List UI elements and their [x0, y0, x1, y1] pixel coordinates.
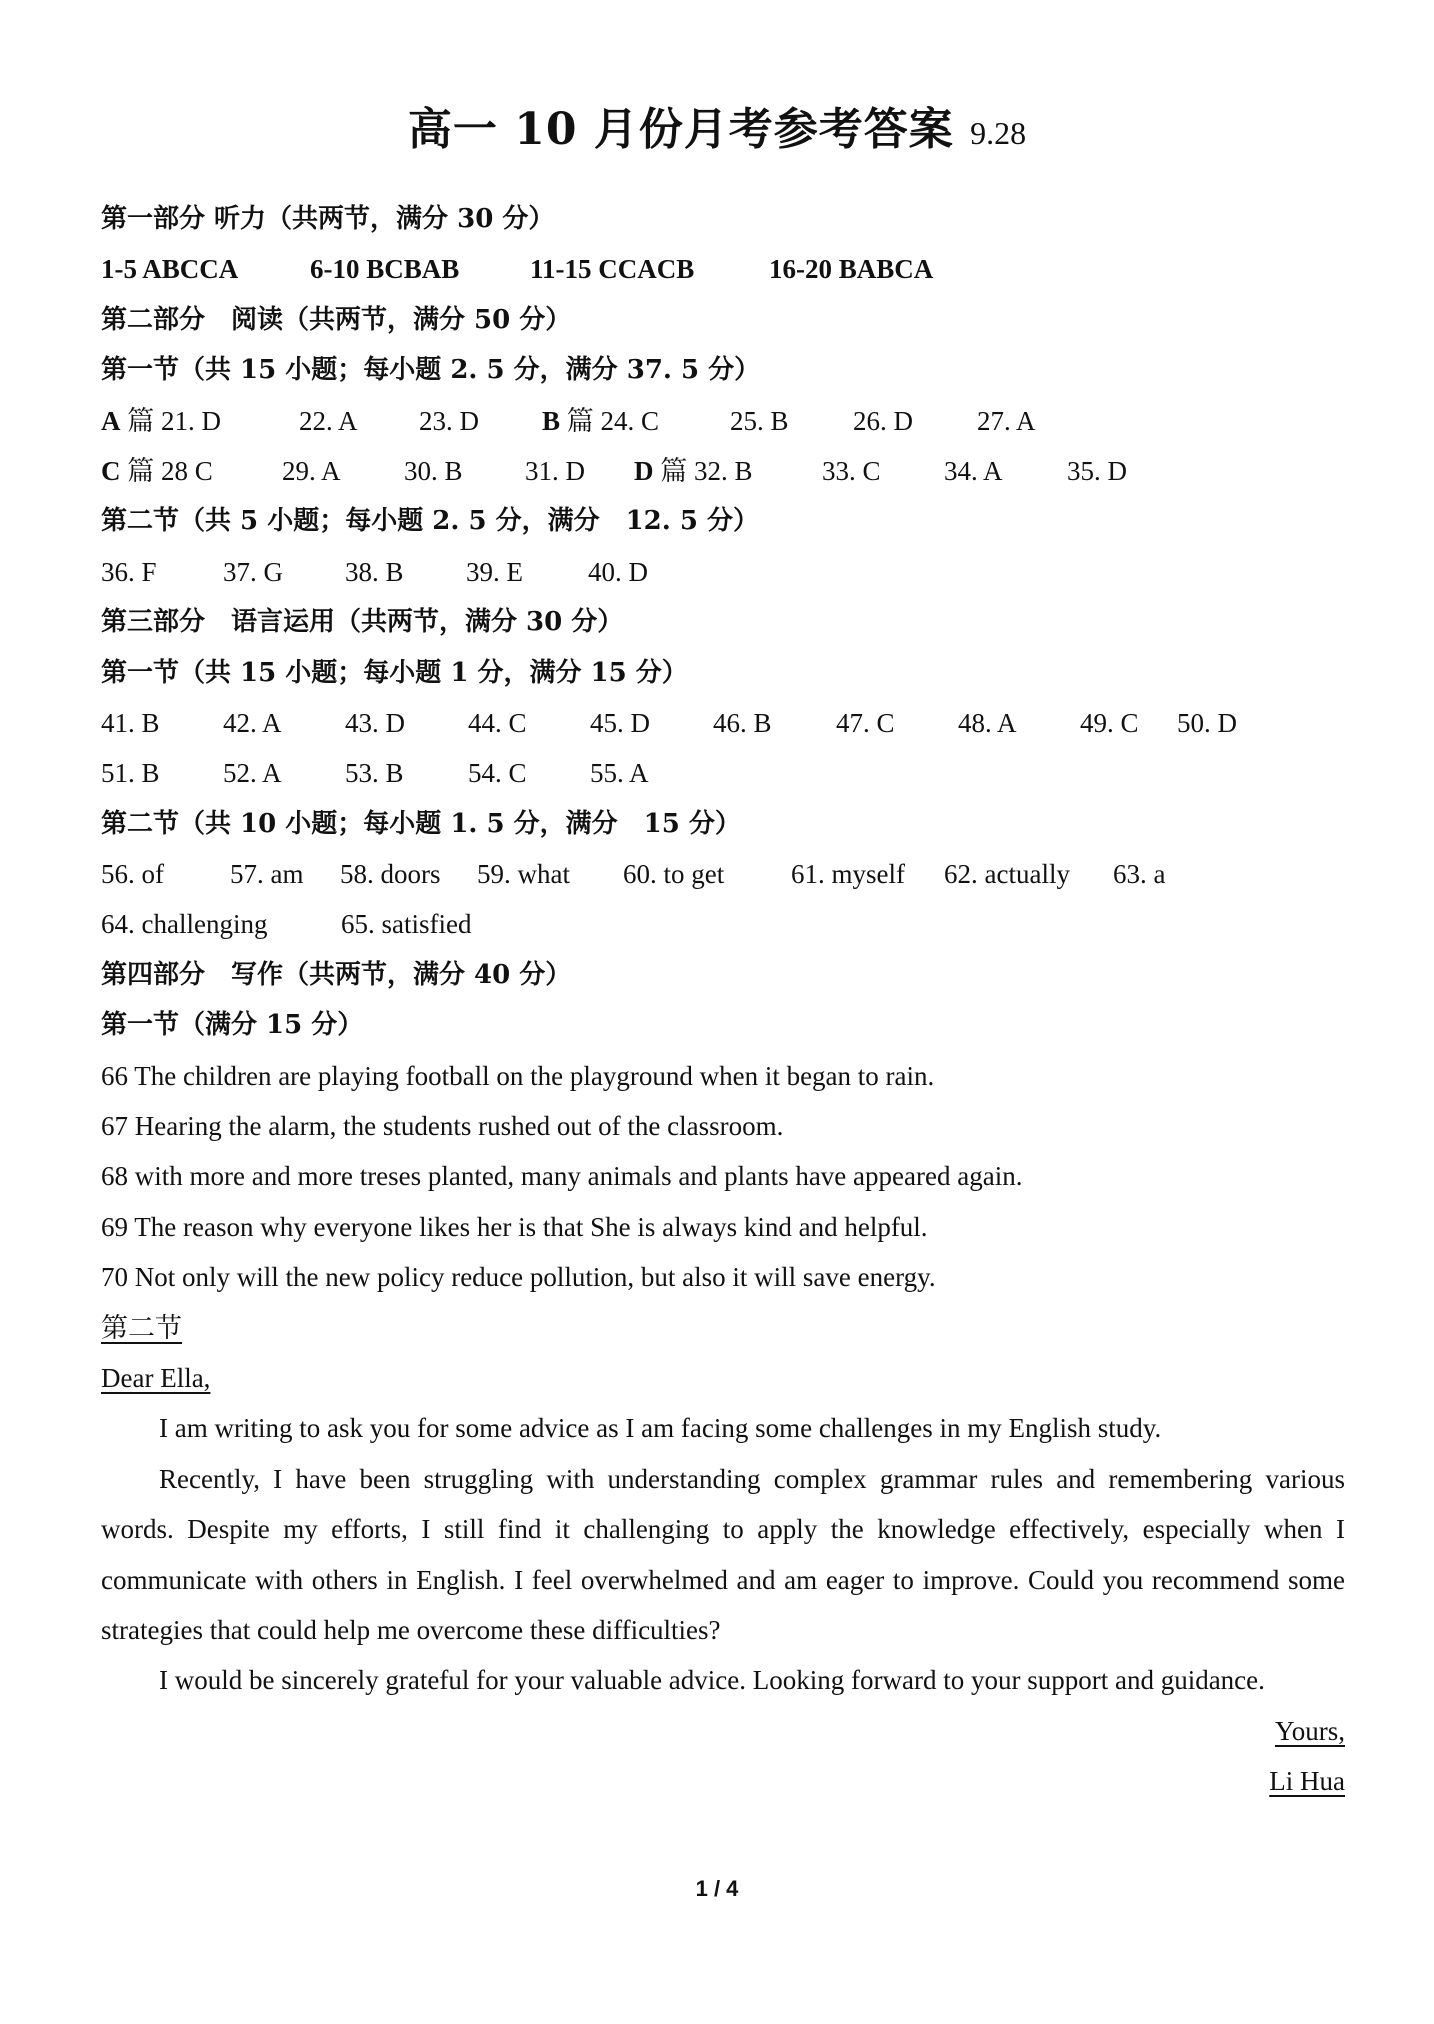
grammar-answer: 57. am [230, 859, 304, 890]
grammar-answer: 65. satisfied [341, 909, 472, 940]
listening-answer: 16-20 BABCA [769, 254, 934, 285]
letter-signature: Li Hua [1269, 1766, 1345, 1797]
letter-paragraph-2: Recently, I have been struggling with understanding complex grammar rules and remembering various words. Despite my efforts, I still find it challenging to apply the knowledge effectively, especially when I communicate with others in English. I feel overwhelmed and am eager to improve. Could you recommend some strategies that could help me overcome these difficulties? [101, 1463, 1345, 1645]
language-answer: 51. B [101, 758, 160, 789]
writing-sentence-67: 67 Hearing the alarm, the students rushed out of the classroom. [101, 1111, 784, 1142]
reading-answer: 40. D [588, 556, 648, 587]
title-main: 高一 10 月份月考参考答案 [407, 104, 954, 155]
letter-paragraph-1: I am writing to ask you for some advice as I am facing some challenges in my English study. [159, 1413, 1162, 1444]
language-answer: 49. C [1080, 707, 1139, 738]
pian-label: 篇 [653, 455, 694, 486]
language-answer: 48. A [958, 707, 1017, 738]
answer-content [101, 194, 1345, 1807]
pian-label: 篇 [560, 405, 601, 436]
reading-answer: 22. A [299, 405, 358, 436]
part3-heading: 第三部分 语言运用（共两节，满分 30 分） [101, 607, 624, 638]
grammar-answer: 64. challenging [101, 909, 268, 940]
listening-answer: 11-15 CCACB [530, 254, 695, 285]
grammar-answer: 61. myself [791, 859, 905, 890]
reading-answer: 30. B [404, 455, 463, 486]
part1-answers-row [101, 244, 1345, 294]
grammar-row-56-63 [101, 849, 1345, 899]
reading-answer: 23. D [419, 405, 479, 436]
reading-answer: 39. E [466, 556, 523, 587]
part4-section1-heading: 第一节（满分 15 分） [101, 1010, 364, 1041]
part4-section2-heading: 第二节 [101, 1312, 182, 1343]
part4-heading: 第四部分 写作（共两节，满分 40 分） [101, 959, 572, 990]
writing-sentence-68: 68 with more and more treses planted, many animals and plants have appeared again. [101, 1161, 1023, 1192]
reading-answer: 27. A [977, 405, 1036, 436]
reading-answer: 21. D [161, 405, 221, 436]
part1-heading: 第一部分 听力（共两节，满分 30 分） [101, 204, 555, 234]
reading-answer: 33. C [822, 455, 881, 486]
grammar-answer: 62. actually [944, 859, 1070, 890]
passage-label-d: D [634, 455, 654, 486]
pian-label: 篇 [120, 405, 161, 436]
grammar-answer: 59. what [477, 859, 570, 890]
grammar-row-64-65 [101, 899, 1345, 949]
language-answer: 44. C [468, 707, 527, 738]
passage-label-c: C [101, 455, 121, 486]
title-date: 9.28 [970, 115, 1027, 151]
listening-answer: 1-5 ABCCA [101, 254, 239, 285]
reading-answer: 36. F [101, 556, 157, 587]
language-answer: 54. C [468, 758, 527, 789]
listening-answer: 6-10 BCBAB [310, 254, 460, 285]
reading-answer: 38. B [345, 556, 404, 587]
part2-section2-heading: 第二节（共 5 小题；每小题 2. 5 分，满分 12. 5 分） [101, 506, 760, 537]
page-number: 1 / 4 [695, 1876, 739, 1901]
grammar-answer: 58. doors [340, 859, 441, 890]
reading-answer: 34. A [944, 455, 1003, 486]
reading-answer: 37. G [223, 556, 283, 587]
language-answer: 55. A [590, 758, 649, 789]
language-answer: 47. C [836, 707, 895, 738]
reading-row-36-40 [101, 547, 1345, 597]
part2-section1-heading: 第一节（共 15 小题；每小题 2. 5 分，满分 37. 5 分） [101, 355, 761, 386]
language-row-51-55 [101, 748, 1345, 798]
passage-label-b: B [542, 405, 561, 436]
reading-row-ab [101, 396, 1345, 446]
grammar-answer: 60. to get [623, 859, 725, 890]
page-title [0, 100, 1434, 163]
part3-section2-heading: 第二节（共 10 小题；每小题 1. 5 分，满分 15 分） [101, 808, 741, 839]
language-answer: 45. D [590, 707, 650, 738]
language-answer: 52. A [223, 758, 282, 789]
pian-label: 篇 [120, 455, 161, 486]
reading-answer: 26. D [853, 405, 913, 436]
language-answer: 41. B [101, 707, 160, 738]
letter-closing: Yours, [1274, 1715, 1345, 1746]
language-answer: 53. B [345, 758, 404, 789]
part2-heading: 第二部分 阅读（共两节，满分 50 分） [101, 304, 572, 335]
language-answer: 46. B [713, 707, 772, 738]
writing-sentence-66: 66 The children are playing football on the playground when it began to rain. [101, 1060, 935, 1091]
reading-answer: 25. B [730, 405, 789, 436]
language-answer: 42. A [223, 707, 282, 738]
reading-answer: 35. D [1067, 455, 1127, 486]
passage-label-a: A [101, 405, 121, 436]
reading-row-cd [101, 446, 1345, 496]
reading-answer: 31. D [525, 455, 585, 486]
letter-paragraph-3: I would be sincerely grateful for your valuable advice. Looking forward to your support and guidance. [159, 1665, 1265, 1696]
letter-greeting: Dear Ella, [101, 1362, 211, 1393]
language-answer: 50. D [1177, 707, 1237, 738]
language-row-41-50 [101, 698, 1345, 748]
grammar-answer: 56. of [101, 859, 164, 890]
reading-answer: 32. B [694, 455, 753, 486]
grammar-answer: 63. a [1113, 859, 1166, 890]
reading-answer: 29. A [282, 455, 341, 486]
part3-section1-heading: 第一节（共 15 小题；每小题 1 分，满分 15 分） [101, 657, 688, 688]
writing-sentence-70: 70 Not only will the new policy reduce pollution, but also it will save energy. [101, 1262, 936, 1293]
language-answer: 43. D [345, 707, 405, 738]
writing-sentence-69: 69 The reason why everyone likes her is that She is always kind and helpful. [101, 1211, 928, 1242]
reading-answer: 28 C [161, 455, 213, 486]
reading-answer: 24. C [600, 405, 660, 436]
